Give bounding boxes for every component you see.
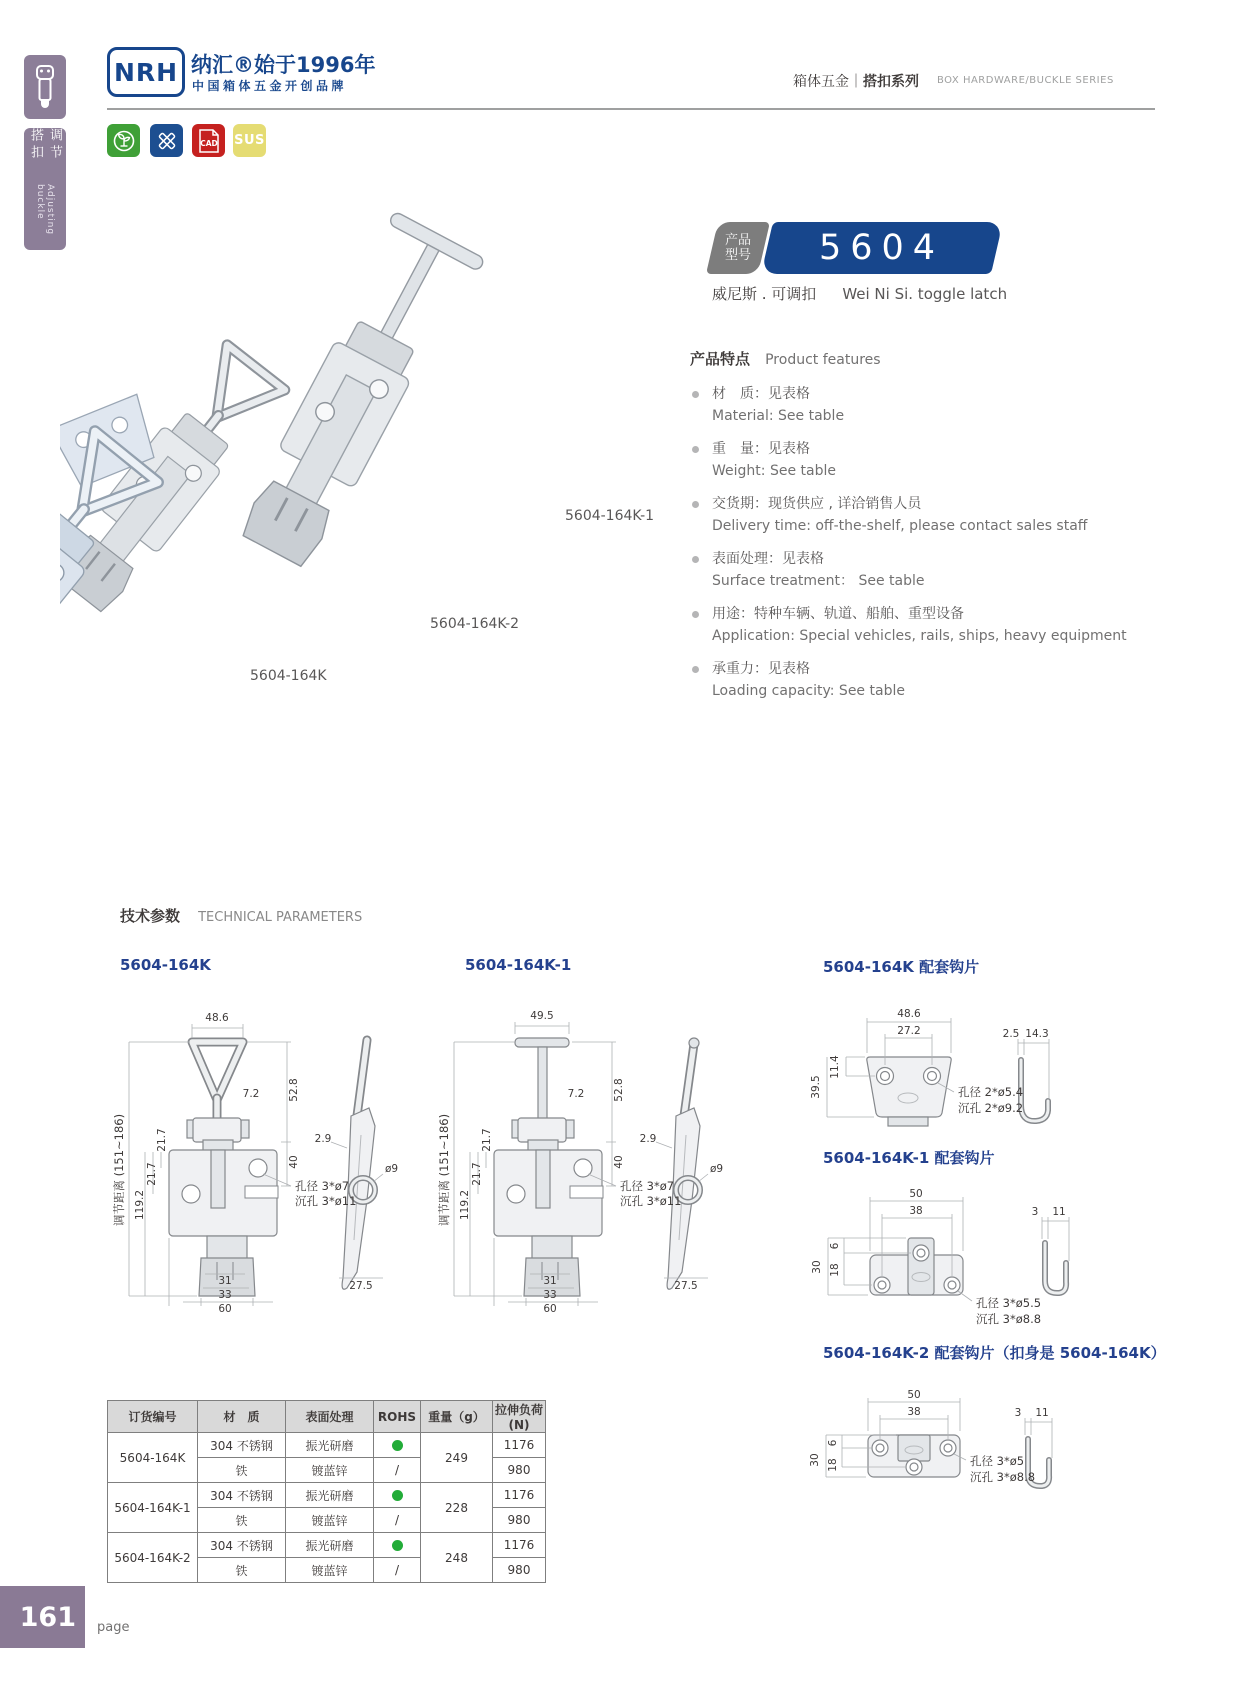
rohs-pass-icon [392, 1540, 403, 1551]
dim-label: 30 [811, 1260, 823, 1274]
tech-drawing-164k-1-hook [770, 1185, 1150, 1340]
feature-item: 材 质：见表格 Material: See table [690, 383, 1152, 427]
dim-label: 27.5 [674, 1280, 698, 1292]
bullet-icon [692, 666, 699, 673]
dim-label: 27.2 [897, 1025, 921, 1037]
dim-label: 7.2 [567, 1088, 585, 1100]
hole-note: 沉孔 3*ø11 [295, 1194, 357, 1208]
nrh-logo [107, 47, 185, 97]
dim-label: 60 [218, 1303, 232, 1315]
product-name [712, 283, 1007, 304]
col-surface: 表面处理 [286, 1401, 374, 1433]
header-category: 箱体五金 [793, 74, 849, 90]
bullet-icon [692, 446, 699, 453]
dim-label: 18 [829, 1263, 841, 1277]
header-series-en: BOX HARDWARE/BUCKLE SERIES [937, 75, 1114, 86]
d2-part [494, 1038, 603, 1296]
page-label: page [97, 1620, 130, 1635]
sus-label: SUS [234, 133, 265, 148]
tech-title-cn: 技术参数 [120, 907, 181, 925]
d1-part [169, 1042, 278, 1296]
dim-label: 49.5 [530, 1010, 554, 1022]
d2-side-view [667, 1038, 700, 1289]
cad-file-icon [198, 128, 220, 154]
tech-title-en: TECHNICAL PARAMETERS [198, 910, 363, 925]
cad-icon [192, 124, 225, 157]
bullet-icon [692, 501, 699, 508]
feature-item: 表面处理：见表格 Surface treatment： See table [690, 548, 1152, 592]
page-number: 161 [19, 1601, 76, 1633]
cell-model: 5604-164K [108, 1433, 198, 1483]
model-badge [761, 222, 1003, 274]
table-row: 铁 镀蓝锌 / 980 [108, 1458, 546, 1483]
drawing-title-164k-1-hook: 5604-164K-1 配套钩片 [823, 1149, 995, 1167]
spec-table [107, 1400, 546, 1583]
dim-label: 31 [218, 1275, 232, 1287]
cell-weight: 248 [421, 1533, 493, 1583]
dim-label: 3 [1031, 1206, 1039, 1218]
photo-label-164k-1: 5604-164K-1 [565, 508, 655, 524]
dim-label: 2.9 [314, 1133, 332, 1145]
hole-note: 孔径 3*ø5.5 [976, 1296, 1042, 1310]
hole-note: 孔径 3*ø5 [970, 1454, 1025, 1468]
dim-label: 14.3 [1025, 1028, 1049, 1040]
dim-label: 38 [909, 1205, 923, 1217]
badge-label-line1: 产品 [724, 233, 751, 248]
table-row: 5604-164K-2 304 不锈钢 振光研磨 248 1176 [108, 1533, 546, 1558]
product-name-en: Wei Ni Si. toggle latch [842, 285, 1008, 303]
tech-drawing-164k-2-hook [770, 1388, 1150, 1553]
bullet-icon [692, 391, 699, 398]
dim-label: 3 [1014, 1407, 1022, 1419]
cell-model: 5604-164K-2 [108, 1533, 198, 1583]
hole-note: 孔径 2*ø5.4 [958, 1085, 1024, 1099]
dim-label: 11.4 [829, 1055, 841, 1079]
bullet-icon [692, 556, 699, 563]
hole-note: 孔径 3*ø7 [295, 1179, 350, 1193]
sus-icon [233, 124, 266, 157]
col-rohs: ROHS [374, 1401, 421, 1433]
dim-label: 6 [829, 1242, 841, 1250]
table-row: 5604-164K 304 不锈钢 振光研磨 249 1176 [108, 1433, 546, 1458]
dim-label: 119.2 [134, 1189, 146, 1221]
crossed-tools-icon [155, 129, 179, 153]
hole-note: 沉孔 2*ø9.2 [958, 1101, 1024, 1115]
badge-label-line2: 型号 [724, 248, 751, 263]
nrh-logo-text: NRH [113, 57, 179, 87]
dim-label: 52.8 [288, 1078, 300, 1102]
bullet-icon [692, 611, 699, 618]
header-divider: ｜ [849, 74, 863, 90]
header-series-cn [793, 71, 919, 91]
features-title-en: Product features [765, 352, 881, 368]
dim-label: 48.6 [205, 1012, 229, 1024]
dim-label: 33 [543, 1289, 557, 1301]
table-row: 5604-164K-1 304 不锈钢 振光研磨 228 1176 [108, 1483, 546, 1508]
dim-label: ø9 [710, 1163, 724, 1175]
tech-drawing-164k [95, 990, 425, 1325]
photo-label-164k-2: 5604-164K-2 [430, 616, 520, 632]
feature-item: 重 量：见表格 Weight: See table [690, 438, 1152, 482]
dim-label: 11 [1052, 1206, 1066, 1218]
dim-label: 39.5 [810, 1075, 822, 1099]
feature-item: 用途：特种车辆、轨道、船舶、重型设备 Application: Special vehicles, rails, ships, heavy equipment [690, 603, 1152, 647]
rohs-pass-icon [392, 1440, 403, 1451]
dim-label: 11 [1035, 1407, 1049, 1419]
table-header-row [108, 1401, 546, 1433]
cell-weight: 249 [421, 1433, 493, 1483]
features-list [690, 383, 1152, 702]
sidebar-label-cn: 调节搭扣 [28, 128, 62, 162]
dim-label: 33 [218, 1289, 232, 1301]
dim-label: 52.8 [613, 1078, 625, 1102]
dim-label: 31 [543, 1275, 557, 1287]
eco-icon [107, 124, 140, 157]
brand-tagline-sub: 中国箱体五金开创品牌 [192, 79, 348, 93]
seedling-icon [112, 129, 136, 153]
dim-label: 21.7 [481, 1128, 493, 1152]
drawing-title-164k-hook: 5604-164K 配套钩片 [823, 958, 980, 976]
tech-section-title [120, 905, 362, 926]
header-series: 搭扣系列 [863, 74, 919, 90]
dim-label: 50 [909, 1188, 923, 1200]
dim-label: 6 [827, 1439, 839, 1447]
hole-note: 沉孔 3*ø11 [620, 1194, 682, 1208]
product-photos [60, 185, 675, 730]
drawing-title-164k-1: 5604-164K-1 [465, 956, 572, 974]
cell-model: 5604-164K-1 [108, 1483, 198, 1533]
dim-label: 40 [288, 1155, 300, 1169]
col-order-no: 订货编号 [108, 1401, 198, 1433]
dim-label: 2.9 [639, 1133, 657, 1145]
latch-icon [31, 64, 59, 110]
sidebar-label-en: Adjusting buckle [35, 183, 55, 235]
dim-label: ø9 [385, 1163, 399, 1175]
tools-icon [150, 124, 183, 157]
rohs-pass-icon [392, 1490, 403, 1501]
dim-label: 48.6 [897, 1008, 921, 1020]
hole-note: 沉孔 3*ø8.8 [976, 1312, 1042, 1326]
dim-label: 21.7 [471, 1162, 483, 1186]
dim-label: 调节距离 (151~186) [437, 1113, 451, 1227]
photo-label-164k: 5604-164K [250, 668, 327, 684]
dim-label: 21.7 [156, 1128, 168, 1152]
feature-item: 交货期：现货供应 , 详洽销售人员 Delivery time: off-the-shelf, please contact sales staff [690, 493, 1152, 537]
dim-label: 2.5 [1002, 1028, 1020, 1040]
drawing-title-164k-2-hook: 5604-164K-2 配套钩片（扣身是 5604-164K） [823, 1344, 1166, 1362]
hole-note: 孔径 3*ø7 [620, 1179, 675, 1193]
d4-part [870, 1238, 1066, 1295]
drawing-title-164k: 5604-164K [120, 956, 211, 974]
hole-note: 沉孔 3*ø8.8 [970, 1470, 1036, 1484]
dim-label: 7.2 [242, 1088, 260, 1100]
table-row: 铁 镀蓝锌 / 980 [108, 1508, 546, 1533]
features-title [690, 348, 1152, 369]
col-load: 拉伸负荷 (N) [493, 1401, 546, 1433]
model-number: 5604 [819, 228, 945, 268]
features-title-cn: 产品特点 [690, 350, 751, 368]
feature-item: 承重力：见表格 Loading capacity: See table [690, 658, 1152, 702]
product-name-cn: 威尼斯 . 可调扣 [712, 285, 817, 303]
cell-weight: 228 [421, 1483, 493, 1533]
dim-label: 60 [543, 1303, 557, 1315]
dim-label: 调节距离 (151~186) [112, 1113, 126, 1227]
page-number-block [0, 1586, 85, 1648]
tech-drawing-164k-hook [770, 995, 1150, 1175]
d1-side-view [342, 1040, 375, 1289]
cad-label: CAD [199, 138, 218, 148]
col-material: 材 质 [198, 1401, 286, 1433]
header-divider-line [107, 108, 1155, 110]
dim-label: 50 [907, 1389, 921, 1401]
dim-label: 27.5 [349, 1280, 373, 1292]
model-badge-label [706, 222, 770, 274]
col-weight: 重量（g） [421, 1401, 493, 1433]
product-features [690, 348, 1152, 713]
brand-tagline: 纳汇®始于1996年 [191, 53, 376, 77]
dim-label: 18 [827, 1458, 839, 1472]
sidebar-category-tab [24, 55, 66, 119]
tech-drawing-164k-1 [420, 990, 750, 1325]
dim-label: 21.7 [146, 1162, 158, 1186]
table-row: 铁 镀蓝锌 / 980 [108, 1558, 546, 1583]
dim-label: 40 [613, 1155, 625, 1169]
dim-label: 38 [907, 1406, 921, 1418]
dim-label: 30 [809, 1453, 821, 1467]
dim-label: 119.2 [459, 1189, 471, 1221]
